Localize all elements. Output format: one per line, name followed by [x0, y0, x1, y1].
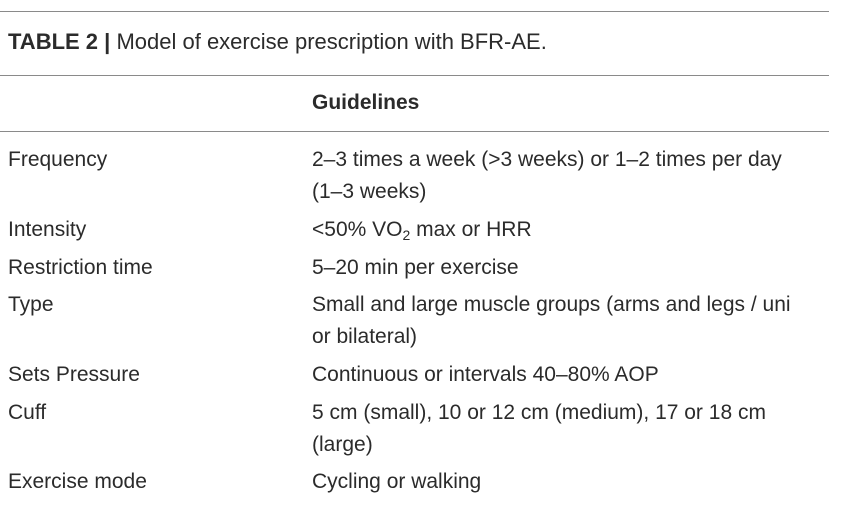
row-label-restriction-time: Restriction time [8, 256, 153, 279]
row-value-cuff [312, 397, 832, 461]
caption-text: Model of exercise prescription with BFR-AE. [116, 29, 547, 54]
row-label-exercise-mode: Exercise mode [8, 470, 147, 493]
row-label-intensity: Intensity [8, 218, 87, 241]
row-value-frequency [312, 144, 832, 208]
top-rule [0, 11, 829, 12]
header-rule [0, 131, 829, 132]
row-value-line: 2–3 times a week (>3 weeks) or 1–2 times per day [312, 148, 782, 171]
intensity-prefix: <50% VO [312, 218, 403, 241]
row-value-line [312, 214, 832, 246]
row-value-type [312, 289, 832, 353]
intensity-suffix: max or HRR [410, 218, 532, 241]
row-label-sets-pressure: Sets Pressure [8, 363, 140, 386]
row-label-type: Type [8, 293, 54, 316]
row-value-line: 5–20 min per exercise [312, 256, 519, 279]
row-value-restriction-time [312, 252, 832, 284]
row-value-exercise-mode [312, 466, 832, 498]
caption-rule [0, 75, 829, 76]
table-caption [8, 28, 547, 56]
row-value-line: Continuous or intervals 40–80% AOP [312, 363, 659, 386]
row-label-frequency: Frequency [8, 148, 108, 171]
row-value-line: Cycling or walking [312, 470, 482, 493]
row-value-sets-pressure [312, 359, 832, 391]
row-value-line: (1–3 weeks) [312, 180, 427, 203]
caption-label: TABLE 2 [8, 29, 99, 54]
row-value-line: Small and large muscle groups (arms and legs / uni [312, 293, 791, 316]
row-value-line: (large) [312, 433, 373, 456]
row-value-intensity [312, 214, 832, 246]
row-label-cuff: Cuff [8, 401, 47, 424]
row-value-line: or bilateral) [312, 325, 418, 348]
caption-separator: | [104, 29, 111, 54]
intensity-subscript: 2 [402, 227, 411, 243]
row-value-line: 5 cm (small), 10 or 12 cm (medium), 17 or 18 cm [312, 401, 766, 424]
column-header-guidelines: Guidelines [312, 91, 420, 114]
